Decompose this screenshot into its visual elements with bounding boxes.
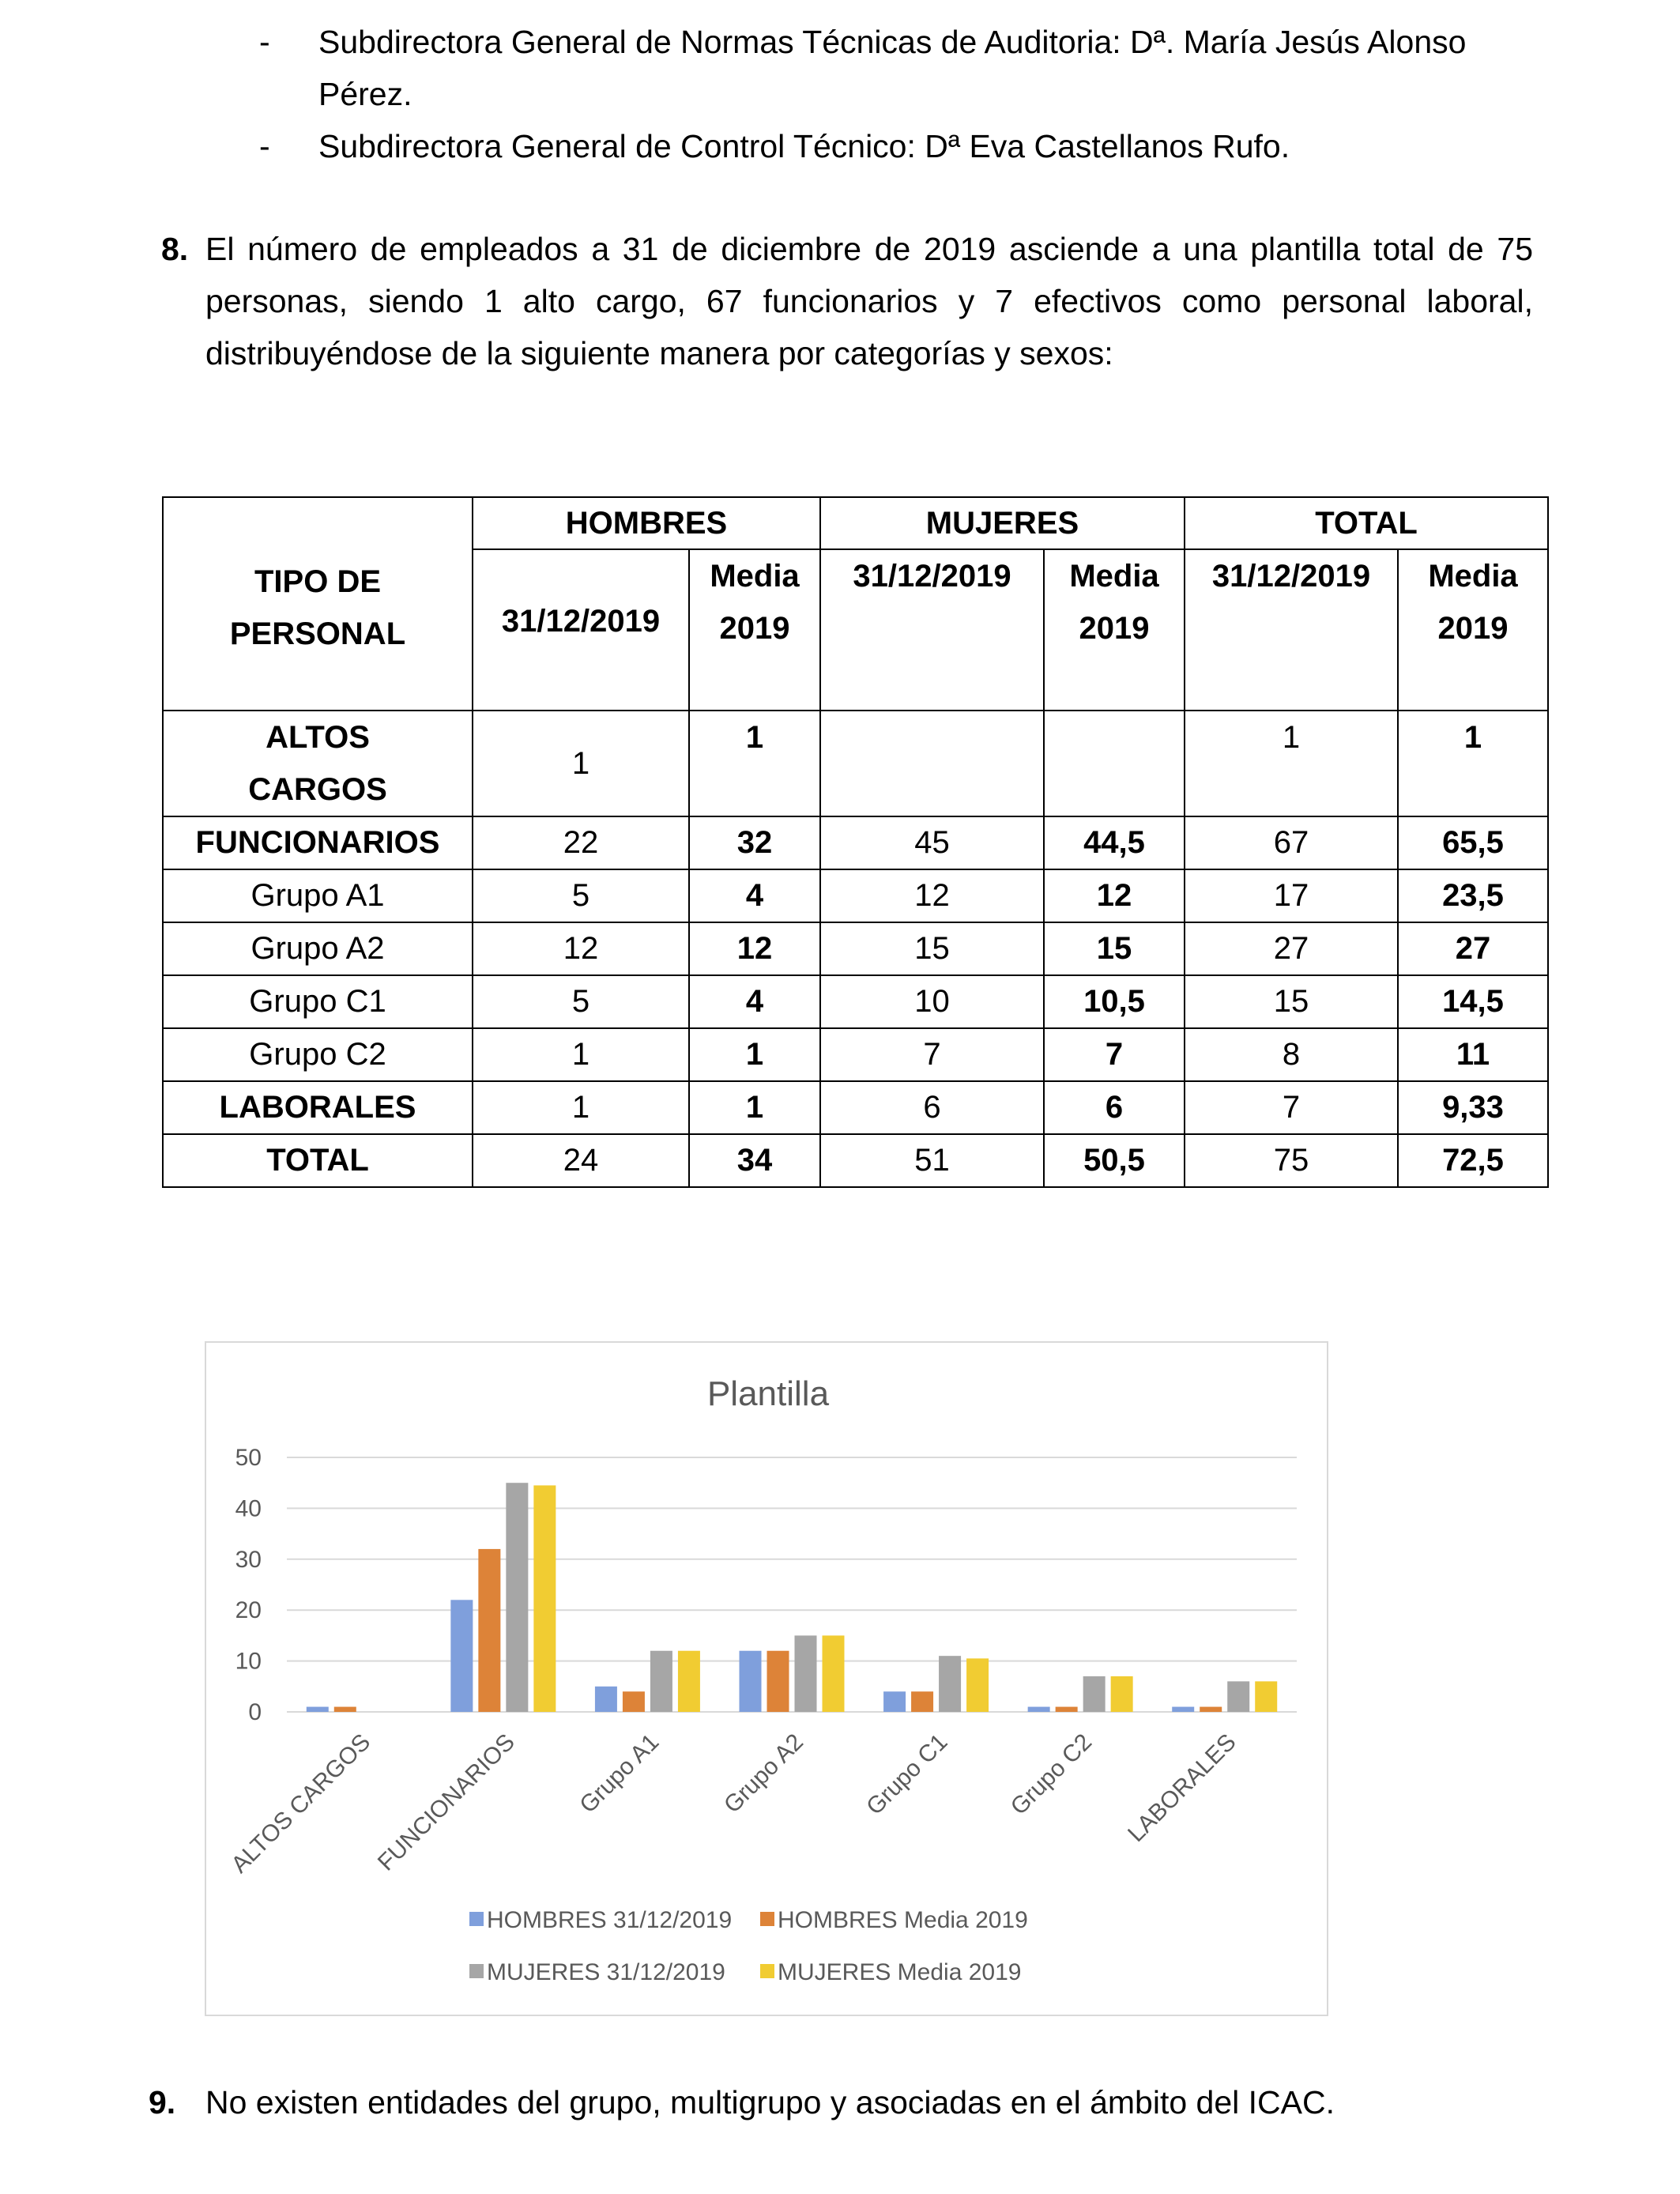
- cell-m-media: 12: [1044, 869, 1185, 922]
- cell-t-media: 14,5: [1398, 975, 1548, 1028]
- cell-t-media: 9,33: [1398, 1081, 1548, 1134]
- table-row: [163, 1028, 1548, 1081]
- paragraph-8: [205, 223, 1533, 379]
- cell-h-media: 12: [689, 922, 820, 975]
- bar: [506, 1483, 528, 1712]
- row-label-line: CARGOS: [248, 772, 387, 807]
- cell-m-media: 7: [1044, 1028, 1185, 1081]
- x-tick-label: Grupo A2: [718, 1728, 808, 1819]
- row-label-line: ALTOS: [266, 720, 370, 755]
- table-row: [163, 711, 1548, 816]
- cell-h-media: 4: [689, 975, 820, 1028]
- cell-m-date: 6: [820, 1081, 1044, 1134]
- bar: [966, 1658, 989, 1712]
- subheader-date: 31/12/2019: [820, 549, 1044, 711]
- header-hombres: HOMBRES: [473, 497, 820, 549]
- paragraph-9: No existen entidades del grupo, multigrupo y asociadas en el ámbito del ICAC.: [205, 2084, 1335, 2120]
- staff-table: [162, 496, 1549, 1188]
- cell-m-media: 6: [1044, 1081, 1185, 1134]
- header-text: 2019: [1437, 611, 1509, 646]
- y-tick-label: 10: [235, 1648, 262, 1675]
- legend-label: MUJERES 31/12/2019: [487, 1959, 725, 1985]
- row-label: Grupo A1: [163, 869, 473, 922]
- cell-h-media: 34: [689, 1134, 820, 1187]
- cell-t-media: 65,5: [1398, 816, 1548, 869]
- x-tick-label: FUNCIONARIOS: [372, 1728, 520, 1876]
- cell-t-date: 67: [1185, 816, 1398, 869]
- header-tipo-personal: [163, 497, 473, 711]
- bar: [478, 1549, 500, 1712]
- cell-t-media: 27: [1398, 922, 1548, 975]
- cell-h-date: 24: [473, 1134, 689, 1187]
- table-row: [163, 869, 1548, 922]
- bar: [1227, 1681, 1249, 1712]
- chart-plantilla: [205, 1341, 1328, 2016]
- bar: [740, 1651, 762, 1712]
- cell-t-date: 8: [1185, 1028, 1398, 1081]
- y-tick-label: 40: [235, 1495, 262, 1522]
- row-label: TOTAL: [163, 1134, 473, 1187]
- bar: [883, 1691, 906, 1712]
- cell-m-media: 50,5: [1044, 1134, 1185, 1187]
- cell-m-date: 45: [820, 816, 1044, 869]
- header-text: TIPO DE: [254, 564, 382, 599]
- cell-t-date: 17: [1185, 869, 1398, 922]
- y-tick-label: 50: [235, 1445, 262, 1471]
- x-tick-label: Grupo A1: [574, 1728, 665, 1819]
- cell-m-date: 12: [820, 869, 1044, 922]
- cell-h-media: 1: [689, 711, 820, 816]
- paragraph-line: personas, siendo 1 alto cargo, 67 funcionarios y 7 efectivos como personal laboral,: [205, 283, 1533, 319]
- bar: [1056, 1707, 1078, 1712]
- cell-t-media: 72,5: [1398, 1134, 1548, 1187]
- table-row: [163, 1134, 1548, 1187]
- x-tick-label: Grupo C1: [861, 1728, 953, 1820]
- y-tick-label: 0: [248, 1699, 262, 1725]
- bullet-marker: -: [259, 128, 270, 164]
- bar: [823, 1635, 845, 1712]
- header-text: 2019: [719, 611, 790, 646]
- cell-t-media: 23,5: [1398, 869, 1548, 922]
- bar: [939, 1656, 961, 1712]
- bar: [533, 1485, 556, 1712]
- header-text: 2019: [1079, 611, 1150, 646]
- cell-h-media: 32: [689, 816, 820, 869]
- cell-m-media: [1044, 711, 1185, 816]
- bullet-text-line: Pérez.: [318, 76, 412, 112]
- bar: [678, 1651, 700, 1712]
- cell-m-media: 15: [1044, 922, 1185, 975]
- bullet-text: [318, 16, 1551, 120]
- bar: [911, 1691, 933, 1712]
- bullet-marker: -: [259, 24, 270, 60]
- subheader-date: 31/12/2019: [1185, 549, 1398, 711]
- row-label: LABORALES: [163, 1081, 473, 1134]
- cell-m-date: 7: [820, 1028, 1044, 1081]
- bar: [595, 1687, 617, 1712]
- header-total: TOTAL: [1185, 497, 1548, 549]
- subheader-media: [1044, 549, 1185, 711]
- cell-m-date: 51: [820, 1134, 1044, 1187]
- cell-t-media: 11: [1398, 1028, 1548, 1081]
- row-label: Grupo C2: [163, 1028, 473, 1081]
- cell-h-date: 1: [473, 1028, 689, 1081]
- cell-h-date: 1: [473, 711, 689, 816]
- bar: [307, 1707, 329, 1712]
- cell-m-media: 44,5: [1044, 816, 1185, 869]
- header-text: Media: [710, 559, 800, 594]
- cell-m-date: [820, 711, 1044, 816]
- legend-label: MUJERES Media 2019: [778, 1959, 1022, 1985]
- subheader-date: 31/12/2019: [473, 549, 689, 711]
- cell-m-date: 15: [820, 922, 1044, 975]
- chart-title: Plantilla: [706, 1374, 830, 1413]
- bullet-text-line: Subdirectora General de Normas Técnicas de Auditoria: Dª. María Jesús Alonso: [318, 24, 1467, 60]
- bar: [450, 1600, 473, 1712]
- legend-label: HOMBRES 31/12/2019: [487, 1907, 733, 1933]
- bullet-text-line: Subdirectora General de Control Técnico: Dª Eva Castellanos Rufo.: [318, 128, 1290, 164]
- cell-h-media: 1: [689, 1081, 820, 1134]
- header-text: PERSONAL: [229, 616, 406, 651]
- cell-t-date: 7: [1185, 1081, 1398, 1134]
- cell-h-media: 1: [689, 1028, 820, 1081]
- subheader-media: [1398, 549, 1548, 711]
- subheader-media: [689, 549, 820, 711]
- y-tick-label: 30: [235, 1546, 262, 1573]
- cell-h-date: 22: [473, 816, 689, 869]
- cell-h-media: 4: [689, 869, 820, 922]
- table-row: [163, 1081, 1548, 1134]
- bar: [650, 1651, 672, 1712]
- cell-t-media: 1: [1398, 711, 1548, 816]
- paragraph-number: 8.: [161, 231, 189, 267]
- y-tick-label: 20: [235, 1597, 262, 1624]
- cell-m-media: 10,5: [1044, 975, 1185, 1028]
- table-row: [163, 816, 1548, 869]
- bar: [795, 1635, 817, 1712]
- paragraph-line: El número de empleados a 31 de diciembre de 2019 asciende a una plantilla total de 75: [205, 231, 1533, 267]
- cell-t-date: 75: [1185, 1134, 1398, 1187]
- row-label: FUNCIONARIOS: [163, 816, 473, 869]
- legend-label: HOMBRES Media 2019: [778, 1907, 1028, 1933]
- header-mujeres: MUJERES: [820, 497, 1185, 549]
- bar: [1255, 1681, 1277, 1712]
- bar: [1111, 1676, 1133, 1712]
- bar: [1200, 1707, 1222, 1712]
- table-row: [163, 922, 1548, 975]
- row-label: Grupo A2: [163, 922, 473, 975]
- legend-swatch: [469, 1964, 484, 1978]
- table-row: [163, 975, 1548, 1028]
- bullet-text: [318, 120, 1551, 172]
- row-label: [163, 711, 473, 816]
- cell-m-date: 10: [820, 975, 1044, 1028]
- cell-h-date: 5: [473, 975, 689, 1028]
- cell-h-date: 12: [473, 922, 689, 975]
- bar: [1028, 1707, 1050, 1712]
- header-text: Media: [1428, 559, 1518, 594]
- table-header-row: [163, 497, 1548, 549]
- legend-swatch: [469, 1912, 484, 1926]
- bar: [1172, 1707, 1194, 1712]
- x-tick-label: ALTOS CARGOS: [226, 1728, 376, 1879]
- bar: [767, 1651, 789, 1712]
- legend-swatch: [760, 1912, 774, 1926]
- x-tick-label: Grupo C2: [1005, 1728, 1098, 1820]
- bar: [1083, 1676, 1106, 1712]
- chart-svg: [206, 1343, 1330, 2018]
- row-label: Grupo C1: [163, 975, 473, 1028]
- cell-t-date: 27: [1185, 922, 1398, 975]
- bar: [623, 1691, 645, 1712]
- legend-swatch: [760, 1964, 774, 1978]
- cell-t-date: 15: [1185, 975, 1398, 1028]
- paragraph-line: distribuyéndose de la siguiente manera por categorías y sexos:: [205, 335, 1113, 371]
- bar: [334, 1707, 356, 1712]
- cell-h-date: 5: [473, 869, 689, 922]
- cell-t-date: 1: [1185, 711, 1398, 816]
- header-text: Media: [1069, 559, 1159, 594]
- paragraph-number: 9.: [149, 2084, 176, 2120]
- cell-h-date: 1: [473, 1081, 689, 1134]
- x-tick-label: LABORALES: [1123, 1728, 1241, 1848]
